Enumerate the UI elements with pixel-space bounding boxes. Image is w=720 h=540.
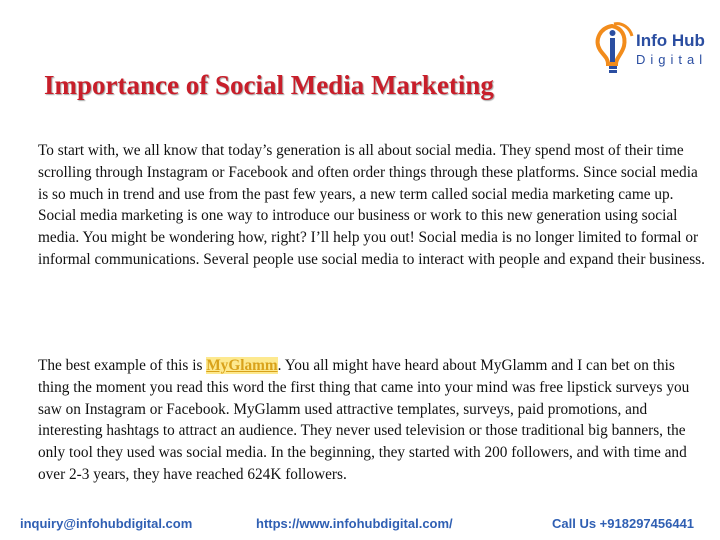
lightbulb-logo-icon bbox=[592, 22, 638, 78]
footer-email-link[interactable]: inquiry@infohubdigital.com bbox=[20, 516, 193, 531]
paragraph-example-body: . You all might have heard about MyGlamm and I can bet on this thing the moment you read this word the first thing that came into your mind was free lipstick surveys you saw on Instagram or Facebook. MyGlamm used attractive templates, surveys, paid promotions, and interesting hashtags to attract an audience. They never used television or those traditional big banners, the only tool they used was social media. In the beginning, they started with 200 followers, and with time and over 2-3 years, they have reached 624K followers. bbox=[38, 357, 690, 483]
footer-website-link[interactable]: https://www.infohubdigital.com/ bbox=[256, 516, 453, 531]
paragraph-intro: To start with, we all know that today’s generation is all about social media. They spend most of their time scrolling through Instagram or Facebook and often order things through these platforms. Since social media is so much in trend and use from the past few years, a new term called social media marketing came up. Social media marketing is one way to introduce our business or work to this new generation using social media. You might be wondering how, right? I’ll help you out! Social media is no longer limited to formal or informal communications. Several people use social media to interact with people and expand their business. bbox=[38, 142, 705, 268]
logo-text-primary: Info Hub bbox=[636, 31, 705, 50]
footer-phone[interactable]: Call Us +918297456441 bbox=[552, 516, 695, 531]
footer bbox=[0, 516, 720, 538]
slide-title: Importance of Social Media Marketing bbox=[44, 70, 494, 100]
logo-text-secondary: Digital bbox=[636, 52, 708, 67]
paragraph-example bbox=[38, 355, 710, 486]
paragraph-example-lead: The best example of this is bbox=[38, 357, 207, 374]
myglamm-link[interactable]: MyGlamm bbox=[206, 357, 278, 374]
company-logo bbox=[592, 22, 718, 78]
